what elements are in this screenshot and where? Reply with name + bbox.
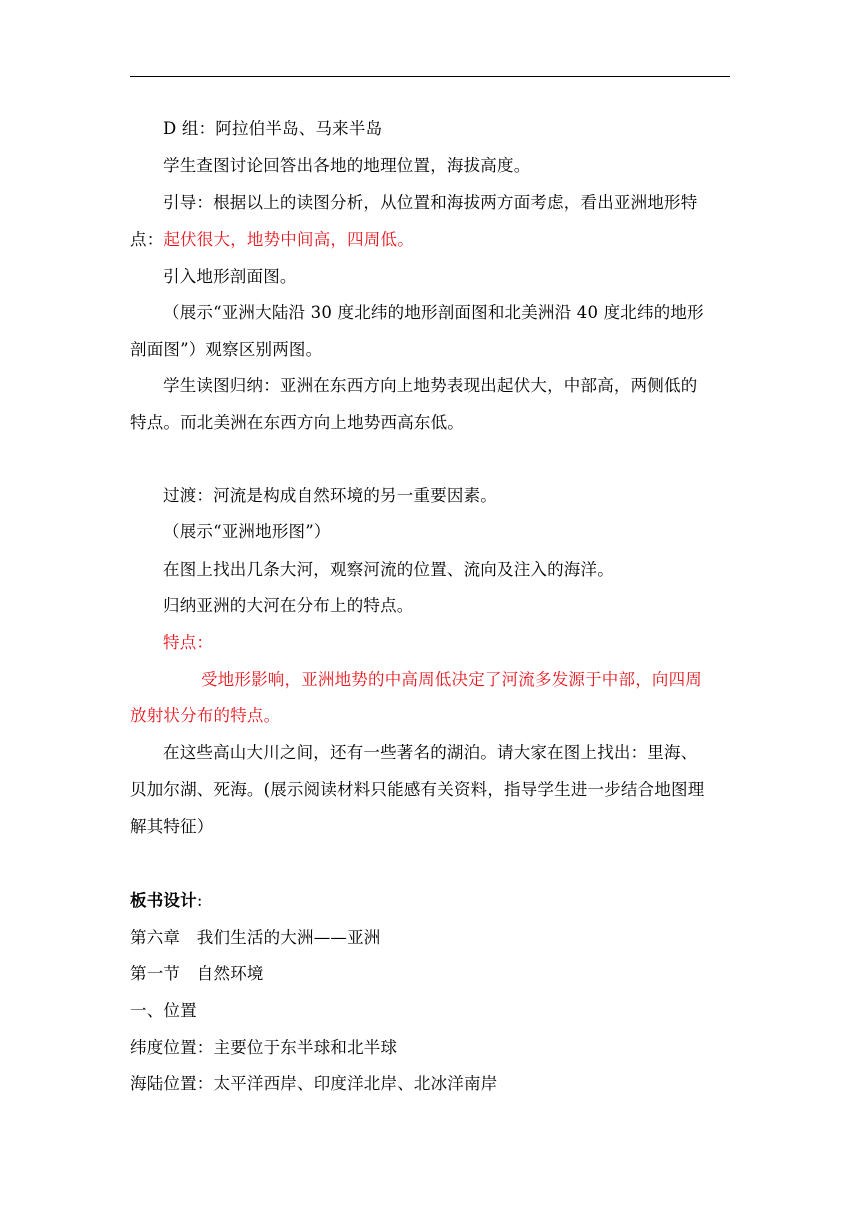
feature-heading: 特点：	[163, 633, 214, 652]
text-line: 引导：根据以上的读图分析，从位置和海拔两方面考虑，看出亚洲地形特	[163, 193, 698, 212]
text-line: D 组：阿拉伯半岛、马来半岛	[163, 119, 383, 138]
text-line: 贝加尔湖、死海。(展示阅读材料只能感有关资料，指导学生进一步结合地图理	[130, 780, 705, 799]
text-line: 学生读图归纳：亚洲在东西方向上地势表现出起伏大，中部高，两侧低的	[163, 376, 698, 395]
text-line: 海陆位置：太平洋西岸、印度洋北岸、北冰洋南岸	[130, 1074, 498, 1093]
text-line: 归纳亚洲的大河在分布上的特点。	[163, 596, 414, 615]
text-line: 第一节 自然环境	[130, 964, 264, 983]
text-line: 纬度位置：主要位于东半球和北半球	[130, 1038, 398, 1057]
text-line: 解其特征）	[130, 817, 214, 836]
text-line	[130, 230, 414, 250]
section-heading-colon: :	[196, 891, 203, 910]
line-prefix: 点：	[130, 230, 164, 249]
header-rule	[130, 76, 730, 77]
text-line: 一、位置	[130, 1001, 197, 1020]
section-heading	[130, 891, 203, 911]
text-line: 在这些高山大川之间，还有一些著名的湖泊。请大家在图上找出：里海、	[163, 743, 698, 762]
text-line: 过渡：河流是构成自然环境的另一重要因素。	[163, 486, 497, 505]
highlight-text: 受地形影响，亚洲地势的中高周低决定了河流多发源于中部，向四周	[201, 670, 702, 689]
text-line: 剖面图”）观察区别两图。	[130, 340, 323, 359]
highlight-text: 起伏很大，地势中间高，四周低。	[163, 230, 414, 249]
text-line: 引入地形剖面图。	[163, 267, 297, 286]
highlight-text: 放射状分布的特点。	[130, 706, 281, 725]
text-line: （展示“亚洲大陆沿 30 度北纬的地形剖面图和北美洲沿 40 度北纬的地形	[163, 303, 704, 322]
text-line: 学生查图讨论回答出各地的地理位置，海拔高度。	[163, 156, 531, 175]
text-line: 第六章 我们生活的大洲——亚洲	[130, 928, 381, 947]
text-line: 特点。而北美洲在东西方向上地势西高东低。	[130, 413, 464, 432]
text-line: 在图上找出几条大河，观察河流的位置、流向及注入的海洋。	[163, 560, 614, 579]
text-line: （展示“亚洲地形图”）	[163, 522, 331, 541]
section-heading-label: 板书设计	[130, 891, 197, 910]
